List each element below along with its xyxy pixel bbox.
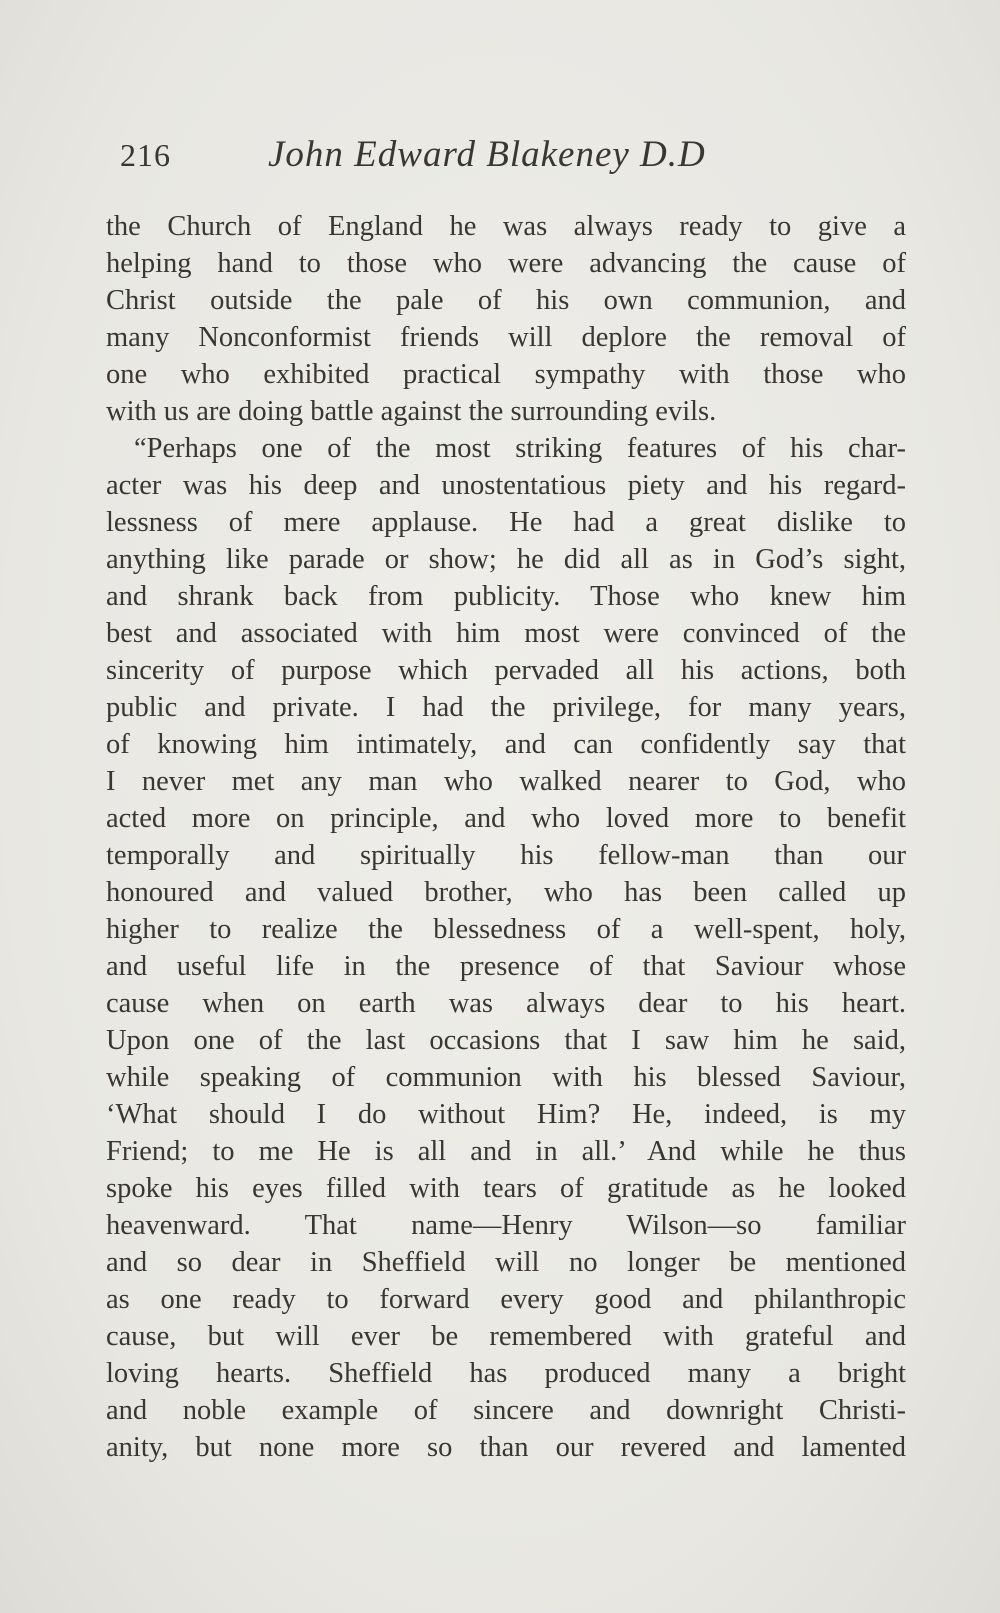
body-text	[106, 208, 906, 1466]
text-line: anity, but none more so than our revered and lamented	[106, 1432, 906, 1463]
text-line: many Nonconformist friends will deplore the removal of	[106, 322, 906, 353]
running-title: John Edward Blakeney D.D	[268, 134, 706, 175]
text-line: of knowing him intimately, and can confidently say that	[106, 729, 906, 760]
text-line: one who exhibited practical sympathy with those who	[106, 359, 906, 390]
page-number: 216	[120, 137, 171, 173]
text-line: temporally and spiritually his fellow-man than our	[106, 840, 906, 871]
text-line: ‘What should I do without Him? He, indeed, is my	[106, 1099, 906, 1130]
text-line: and noble example of sincere and downright Christi-	[106, 1395, 906, 1426]
text-line: “Perhaps one of the most striking features of his char-	[134, 433, 906, 464]
text-line: honoured and valued brother, who has been called up	[106, 877, 906, 908]
text-line: acted more on principle, and who loved more to benefit	[106, 803, 906, 834]
text-line: higher to realize the blessedness of a well-spent, holy,	[106, 914, 906, 945]
text-line: anything like parade or show; he did all as in God’s sight,	[106, 544, 906, 575]
text-line: cause, but will ever be remembered with grateful and	[106, 1321, 906, 1352]
text-line: I never met any man who walked nearer to God, who	[106, 766, 906, 797]
text-line: best and associated with him most were convinced of the	[106, 618, 906, 649]
text-line: the Church of England he was always ready to give a	[106, 211, 906, 242]
text-line: spoke his eyes filled with tears of gratitude as he looked	[106, 1173, 906, 1204]
text-line: acter was his deep and unostentatious piety and his regard-	[106, 470, 906, 501]
text-line: while speaking of communion with his blessed Saviour,	[106, 1062, 906, 1093]
text-line: lessness of mere applause. He had a great dislike to	[106, 507, 906, 538]
text-line: and useful life in the presence of that Saviour whose	[106, 951, 906, 982]
text-line: Friend; to me He is all and in all.’ And while he thus	[106, 1136, 906, 1167]
running-head	[120, 132, 910, 178]
text-line: helping hand to those who were advancing the cause of	[106, 248, 906, 279]
text-line: loving hearts. Sheffield has produced many a bright	[106, 1358, 906, 1389]
text-line: with us are doing battle against the surrounding evils.	[106, 396, 717, 427]
text-line: heavenward. That name—Henry Wilson—so familiar	[106, 1210, 906, 1241]
text-line: Christ outside the pale of his own communion, and	[106, 285, 906, 316]
text-line: public and private. I had the privilege, for many years,	[106, 692, 906, 723]
text-line: as one ready to forward every good and philanthropic	[106, 1284, 906, 1315]
text-line: cause when on earth was always dear to his heart.	[106, 988, 906, 1019]
text-line: and shrank back from publicity. Those who knew him	[106, 581, 906, 612]
text-line: and so dear in Sheffield will no longer be mentioned	[106, 1247, 906, 1278]
text-line: Upon one of the last occasions that I saw him he said,	[106, 1025, 906, 1056]
text-line: sincerity of purpose which pervaded all his actions, both	[106, 655, 906, 686]
